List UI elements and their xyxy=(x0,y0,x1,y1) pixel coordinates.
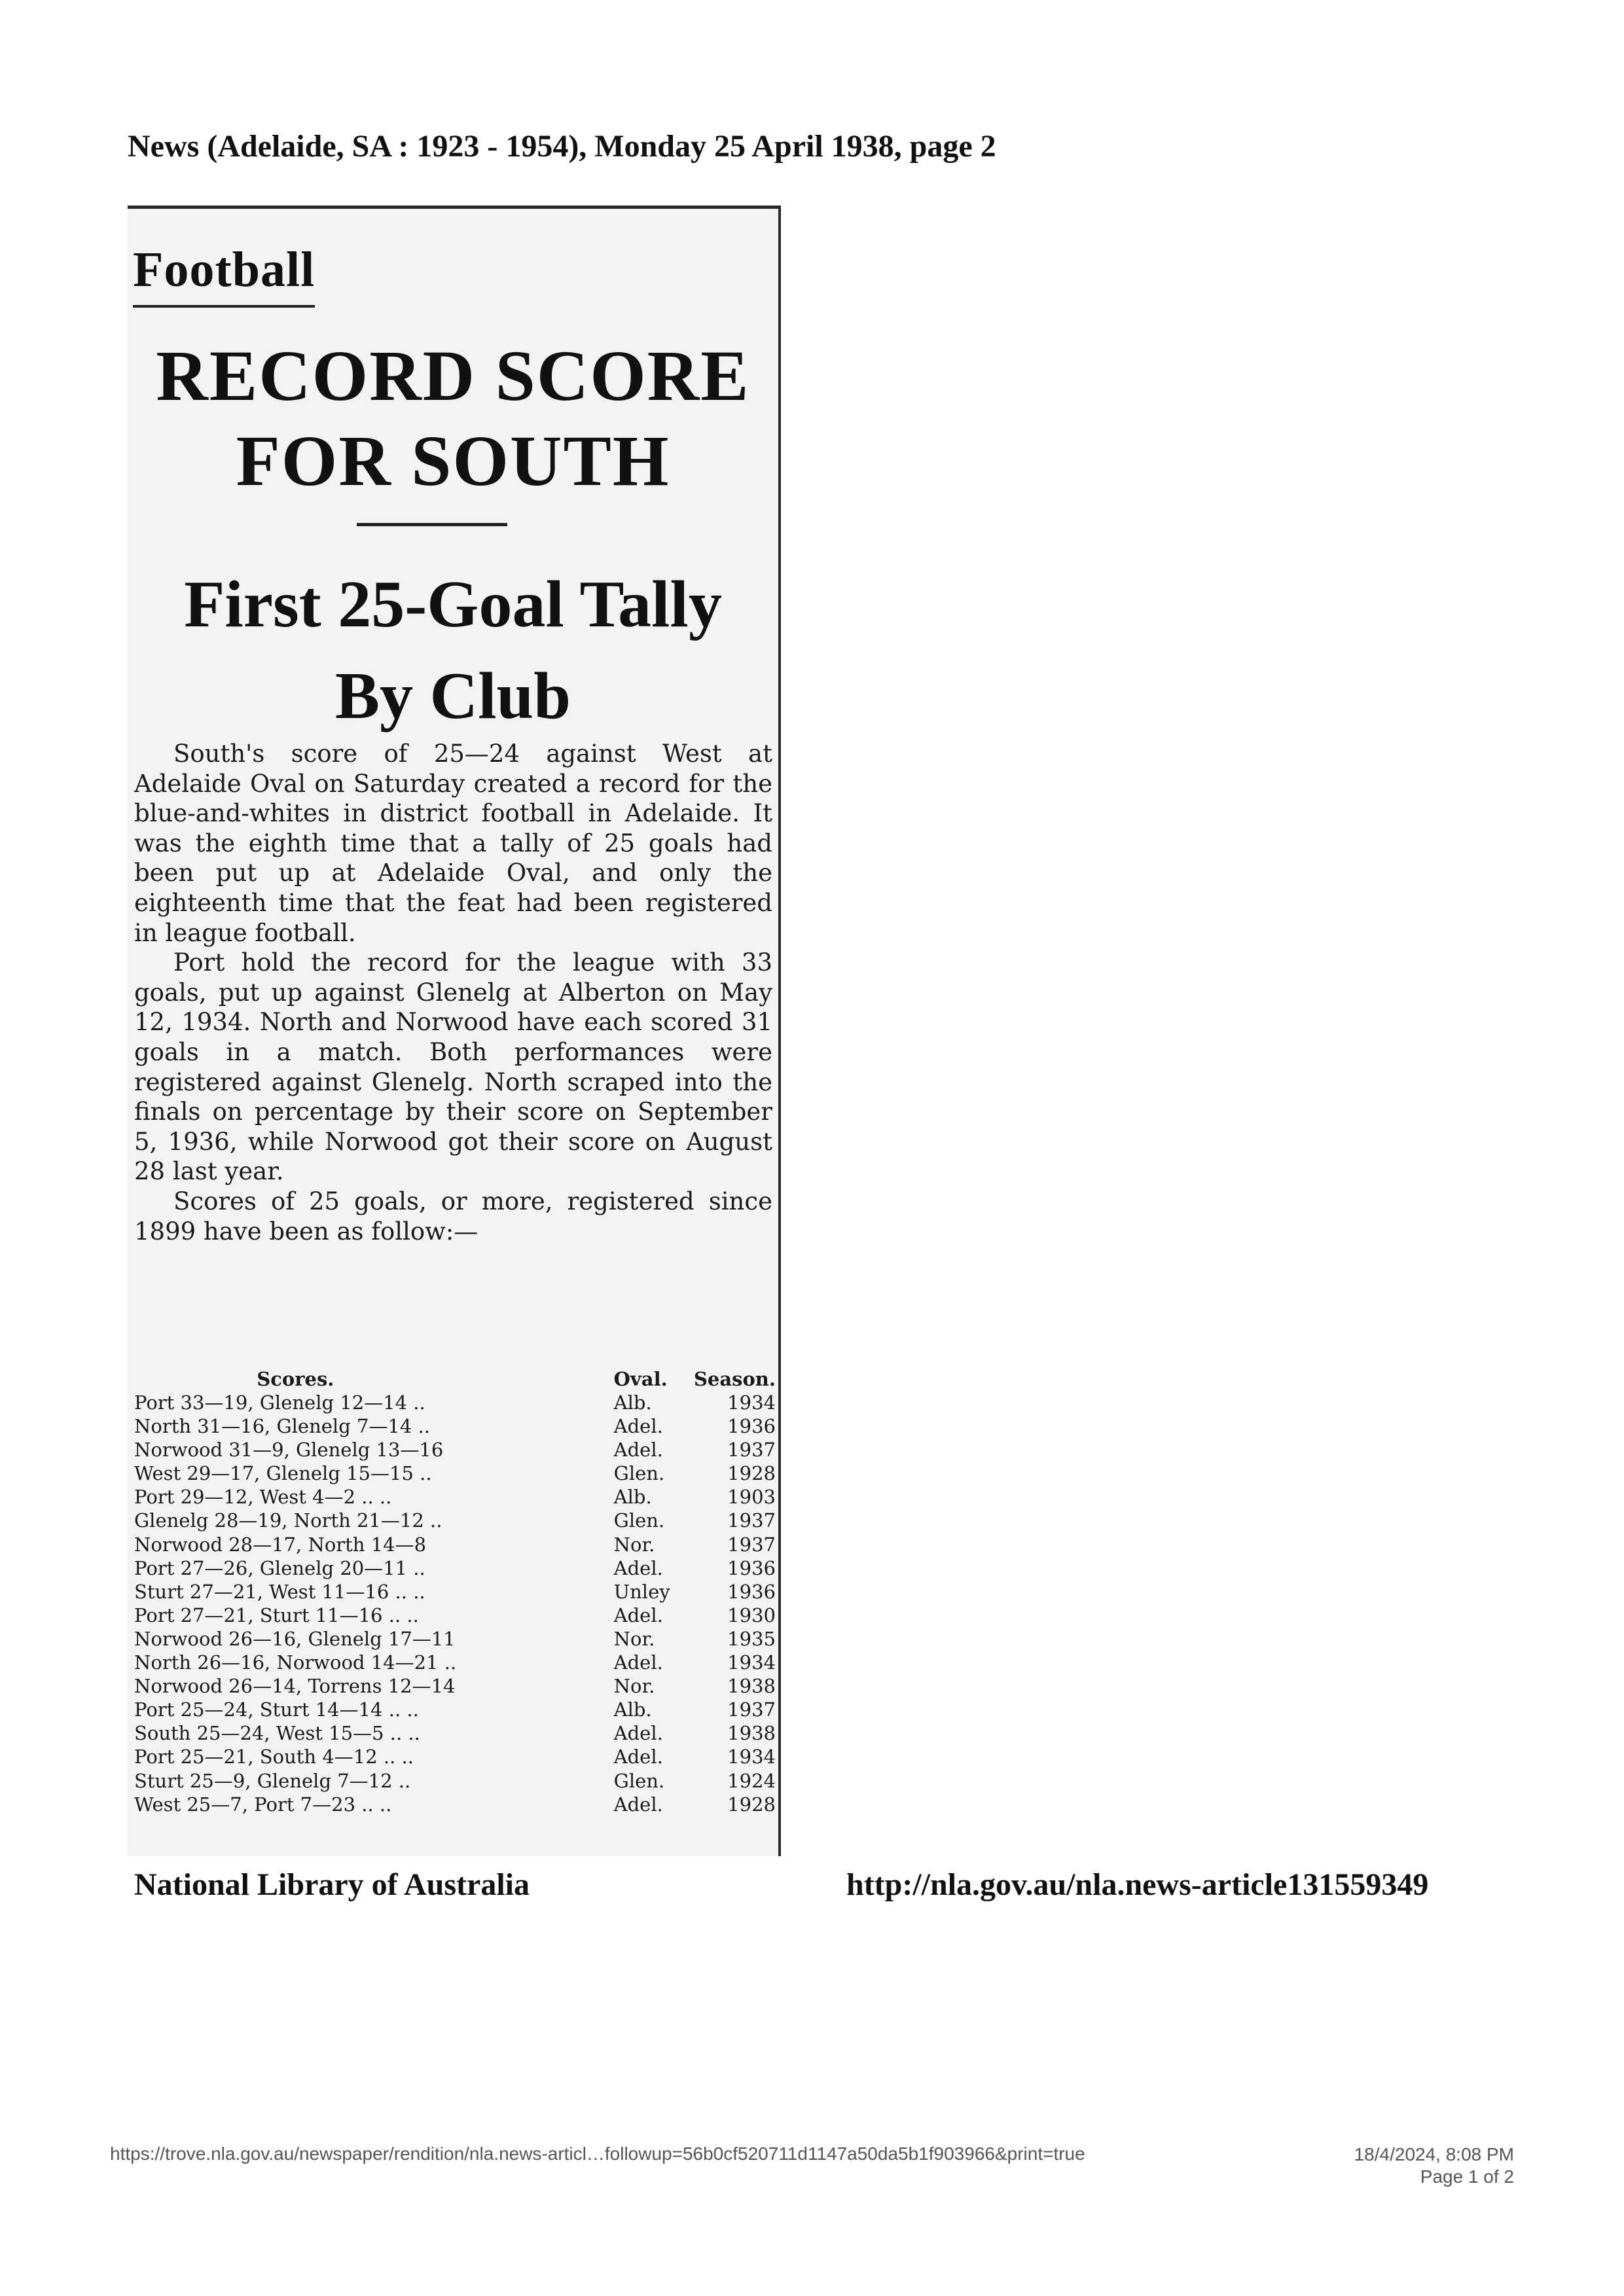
score-cell: Norwood 26—14, Torrens 12—14 xyxy=(134,1675,456,1698)
oval-cell: Glen. xyxy=(613,1462,665,1485)
table-row xyxy=(134,1651,776,1674)
headline-line-1: RECORD SCORE xyxy=(156,336,750,416)
score-cell: Port 25—21, South 4—12 .. .. xyxy=(134,1746,414,1768)
season-cell: 1934 xyxy=(727,1391,776,1414)
headline xyxy=(128,333,778,503)
table-header-row xyxy=(134,1367,776,1391)
header-scores: Scores. xyxy=(257,1368,334,1390)
season-cell: 1938 xyxy=(727,1675,776,1698)
table-row xyxy=(134,1674,776,1698)
score-cell: North 31—16, Glenelg 7—14 .. xyxy=(134,1415,430,1438)
season-cell: 1937 xyxy=(727,1439,776,1462)
season-cell: 1928 xyxy=(727,1462,776,1485)
oval-cell: Adel. xyxy=(613,1604,663,1626)
article-body xyxy=(134,739,772,1246)
season-cell: 1934 xyxy=(727,1651,776,1674)
score-cell: West 29—17, Glenelg 15—15 .. xyxy=(134,1462,432,1485)
oval-cell: Nor. xyxy=(613,1533,655,1556)
score-cell: Sturt 25—9, Glenelg 7—12 .. xyxy=(134,1769,411,1792)
oval-cell: Adel. xyxy=(613,1746,663,1768)
page-number: Page 1 of 2 xyxy=(1420,2166,1514,2187)
table-row xyxy=(134,1438,776,1462)
oval-cell: Alb. xyxy=(613,1698,652,1721)
header-oval: Oval. xyxy=(613,1368,668,1390)
oval-cell: Glen. xyxy=(613,1509,665,1532)
score-cell: Norwood 31—9, Glenelg 13—16 xyxy=(134,1439,444,1462)
score-cell: Port 29—12, West 4—2 .. .. xyxy=(134,1486,392,1509)
oval-cell: Unley xyxy=(613,1580,670,1603)
header-season: Season. xyxy=(693,1368,776,1390)
season-cell: 1903 xyxy=(727,1486,776,1509)
headline-line-2: FOR SOUTH xyxy=(236,421,670,501)
paragraph-2: Port hold the record for the league with 33 goals, put up against Glenelg at Alberton on May 12, 1934. North and Norwood have each scored 31 goals in a match. Both performances were registered against Glenelg. North scraped into the finals on percentage by their score on September 5, 1936, while Norwood got their score on August 28 last year. xyxy=(134,948,772,1186)
season-cell: 1937 xyxy=(727,1533,776,1556)
oval-cell: Alb. xyxy=(613,1486,652,1509)
table-row xyxy=(134,1462,776,1485)
newspaper-clipping xyxy=(128,206,781,1856)
oval-cell: Adel. xyxy=(613,1793,663,1816)
print-url: https://trove.nla.gov.au/newspaper/rendition/nla.news-articl…followup=56b0cf520711d1147a50da5b1f903966&print=true xyxy=(110,2144,1085,2164)
oval-cell: Nor. xyxy=(613,1675,655,1698)
paragraph-3: Scores of 25 goals, or more, registered since 1899 have been as follow:— xyxy=(134,1187,772,1246)
oval-cell: Nor. xyxy=(613,1627,655,1650)
table-row xyxy=(134,1793,776,1816)
scores-table xyxy=(134,1367,776,1816)
season-cell: 1937 xyxy=(727,1698,776,1721)
oval-cell: Adel. xyxy=(613,1439,663,1462)
subheadline-line-2: By Club xyxy=(335,659,571,733)
season-cell: 1936 xyxy=(727,1556,776,1579)
table-row xyxy=(134,1604,776,1627)
season-cell: 1936 xyxy=(727,1580,776,1603)
oval-cell: Adel. xyxy=(613,1415,663,1438)
score-cell: Glenelg 28—19, North 21—12 .. xyxy=(134,1509,442,1532)
citation-header: News (Adelaide, SA : 1923 - 1954), Monday 25 April 1938, page 2 xyxy=(128,129,996,164)
table-row xyxy=(134,1745,776,1768)
score-cell: South 25—24, West 15—5 .. .. xyxy=(134,1722,420,1745)
score-cell: North 26—16, Norwood 14—21 .. xyxy=(134,1651,457,1674)
season-cell: 1934 xyxy=(727,1746,776,1768)
score-cell: Port 33—19, Glenelg 12—14 .. xyxy=(134,1391,425,1414)
season-cell: 1936 xyxy=(727,1415,776,1438)
table-row xyxy=(134,1414,776,1438)
oval-cell: Glen. xyxy=(613,1769,665,1792)
table-row xyxy=(134,1533,776,1556)
table-row xyxy=(134,1698,776,1721)
score-cell: Sturt 27—21, West 11—16 .. .. xyxy=(134,1580,425,1603)
table-row xyxy=(134,1509,776,1532)
paragraph-1: South's score of 25—24 against West at Adelaide Oval on Saturday created a record for the blue-and-whites in district football in Adelaide. It was the eighth time that a tally of 25 goals had been put up at Adelaide Oval, and only the eighteenth time that the feat had been registered in league football. xyxy=(134,740,772,947)
score-cell: West 25—7, Port 7—23 .. .. xyxy=(134,1793,392,1816)
print-timestamp: 18/4/2024, 8:08 PM xyxy=(1354,2144,1514,2164)
season-cell: 1930 xyxy=(727,1604,776,1626)
table-row xyxy=(134,1580,776,1604)
table-row xyxy=(134,1485,776,1509)
season-cell: 1928 xyxy=(727,1793,776,1816)
print-meta xyxy=(1354,2144,1514,2188)
section-label: Football xyxy=(133,242,315,308)
oval-cell: Adel. xyxy=(613,1556,663,1579)
season-cell: 1935 xyxy=(727,1627,776,1650)
table-row xyxy=(134,1556,776,1580)
table-row xyxy=(134,1769,776,1793)
oval-cell: Adel. xyxy=(613,1722,663,1745)
table-row xyxy=(134,1721,776,1745)
subheadline xyxy=(128,559,778,742)
oval-cell: Alb. xyxy=(613,1391,652,1414)
score-cell: Port 25—24, Sturt 14—14 .. .. xyxy=(134,1698,419,1721)
score-cell: Norwood 28—17, North 14—8 xyxy=(134,1533,427,1556)
article-url[interactable]: http://nla.gov.au/nla.news-article131559349 xyxy=(846,1867,1429,1902)
subheadline-line-1: First 25-Goal Tally xyxy=(184,567,722,641)
season-cell: 1924 xyxy=(727,1769,776,1792)
oval-cell: Adel. xyxy=(613,1651,663,1674)
table-row xyxy=(134,1627,776,1651)
season-cell: 1938 xyxy=(727,1722,776,1745)
headline-divider xyxy=(357,523,507,526)
scores-table-body xyxy=(134,1391,776,1816)
library-name: National Library of Australia xyxy=(134,1867,530,1902)
table-row xyxy=(134,1391,776,1414)
score-cell: Norwood 26—16, Glenelg 17—11 xyxy=(134,1627,456,1650)
score-cell: Port 27—21, Sturt 11—16 .. .. xyxy=(134,1604,419,1626)
season-cell: 1937 xyxy=(727,1509,776,1532)
score-cell: Port 27—26, Glenelg 20—11 .. xyxy=(134,1556,425,1579)
